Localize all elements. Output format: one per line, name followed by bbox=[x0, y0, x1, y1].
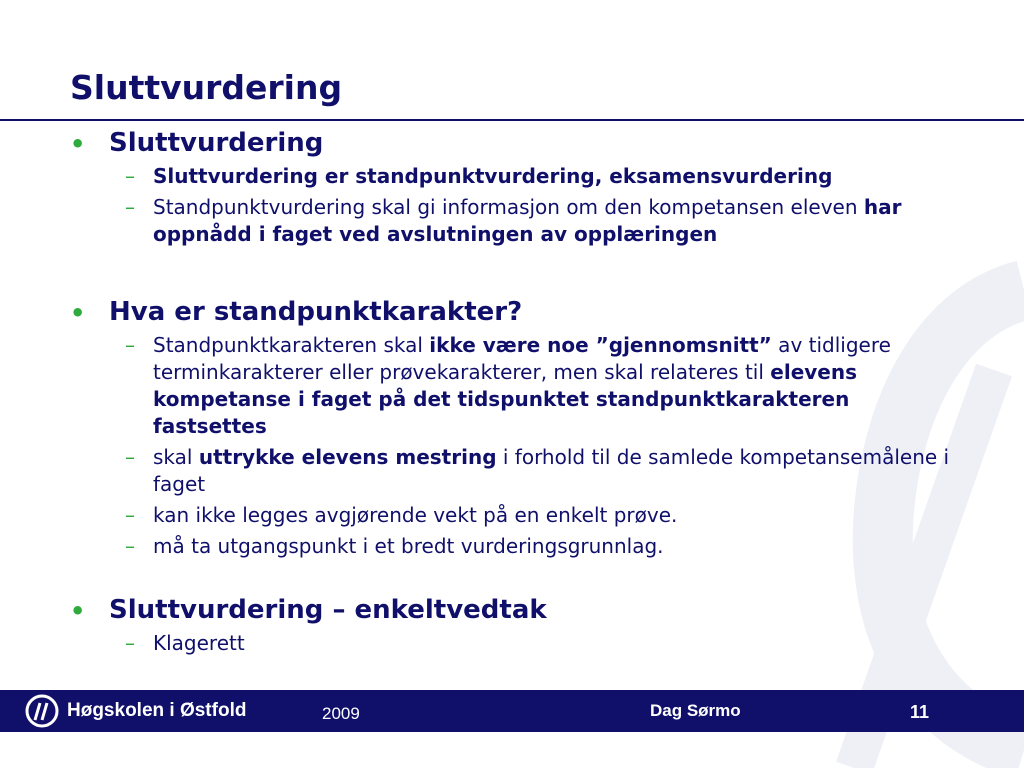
page-number: 11 bbox=[910, 702, 930, 722]
spacer bbox=[70, 248, 950, 296]
bullet-heading-text: Sluttvurdering – enkeltvedtak bbox=[109, 595, 547, 625]
sub-bullet-text: i forhold til de samlede kompetansemålene i faget bbox=[153, 445, 950, 496]
sub-bullet-text: kan ikke legges avgjørende vekt på en enkelt prøve. bbox=[153, 503, 678, 527]
bullet-heading bbox=[70, 296, 950, 328]
sub-bullet bbox=[70, 444, 950, 498]
footer-year: 2009 bbox=[322, 704, 360, 723]
sub-bullet bbox=[70, 533, 950, 560]
sub-bullet-text: skal bbox=[153, 445, 199, 469]
sub-bullet bbox=[70, 332, 950, 440]
sub-bullet bbox=[70, 163, 950, 190]
dash-icon: – bbox=[125, 631, 135, 655]
title-divider bbox=[0, 119, 1024, 121]
hiof-logo-icon bbox=[25, 694, 59, 728]
dash-icon: – bbox=[125, 534, 135, 558]
footer-author: Dag Sørmo bbox=[650, 701, 741, 720]
sub-bullet-text: Klagerett bbox=[153, 631, 245, 655]
sub-bullet bbox=[70, 630, 950, 657]
sub-bullet-text: Standpunktkarakteren skal bbox=[153, 333, 430, 357]
sub-bullet-bold-text: har oppnådd i faget ved avslutningen av opplæringen bbox=[153, 195, 902, 246]
sub-bullet-text: må ta utgangspunkt i et bredt vurderingsgrunnlag. bbox=[153, 534, 664, 558]
bullet-heading bbox=[70, 127, 950, 159]
dash-icon: – bbox=[125, 164, 135, 188]
sub-bullet-text: av tidligere terminkarakterer eller prøvekarakterer, men skal relateres til bbox=[153, 333, 891, 384]
sub-bullet bbox=[70, 502, 950, 529]
bullet-heading bbox=[70, 594, 950, 626]
slide-title: Sluttvurdering bbox=[70, 68, 343, 107]
bullet-dot-icon: • bbox=[70, 299, 86, 327]
bullet-heading-text: Hva er standpunktkarakter? bbox=[109, 297, 523, 327]
sub-bullet-bold-text: elevens kompetanse i faget på det tidspunktet standpunktkarakteren fastsettes bbox=[153, 360, 858, 438]
bullet-heading-text: Sluttvurdering bbox=[109, 128, 324, 158]
dash-icon: – bbox=[125, 503, 135, 527]
footer-bar bbox=[0, 690, 1024, 732]
bullet-dot-icon: • bbox=[70, 130, 86, 158]
slide-content bbox=[70, 127, 950, 657]
sub-bullet-bold-text: Sluttvurdering er standpunktvurdering, eksamensvurdering bbox=[153, 164, 833, 188]
sub-bullet-bold-text: ikke være noe ”gjennomsnitt” bbox=[429, 333, 772, 357]
bullet-dot-icon: • bbox=[70, 597, 86, 625]
dash-icon: – bbox=[125, 333, 135, 357]
spacer bbox=[70, 560, 950, 594]
dash-icon: – bbox=[125, 195, 135, 219]
sub-bullet-text: Standpunktvurdering skal gi informasjon om den kompetansen eleven bbox=[153, 195, 864, 219]
dash-icon: – bbox=[125, 445, 135, 469]
sub-bullet-bold-text: uttrykke elevens mestring bbox=[198, 445, 497, 469]
institution-name: Høgskolen i Østfold bbox=[67, 700, 247, 721]
sub-bullet bbox=[70, 194, 950, 248]
